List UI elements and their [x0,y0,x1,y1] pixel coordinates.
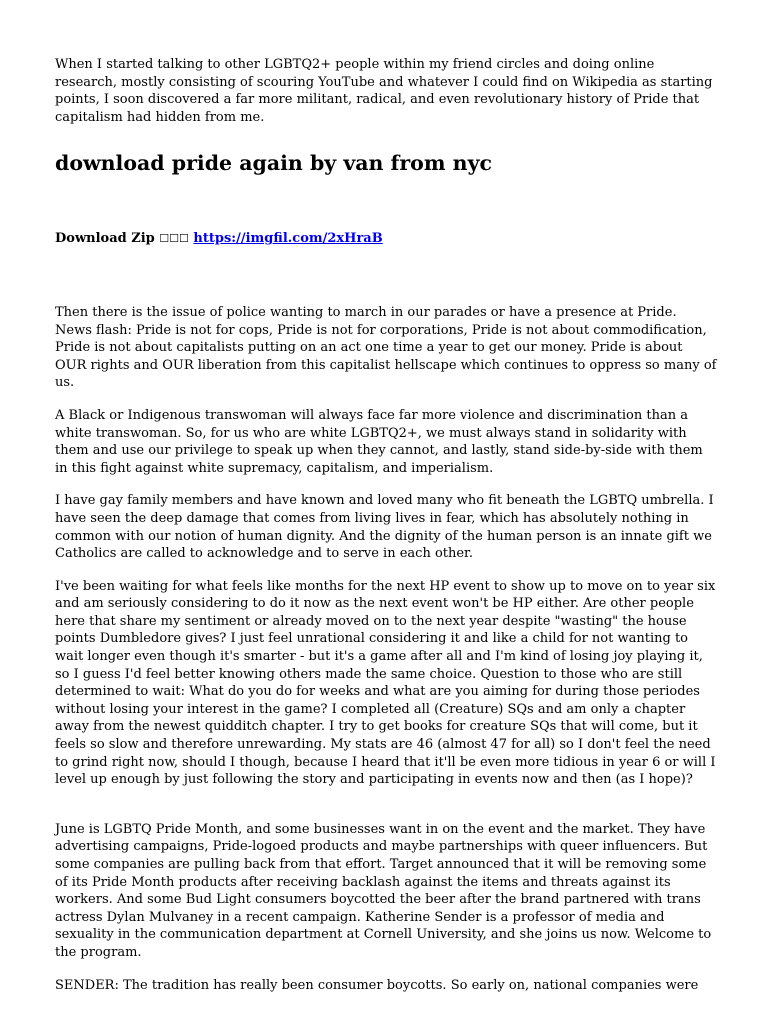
download-arrows-icon: ☐☐☐ [159,232,189,246]
download-label: Download Zip [55,231,155,247]
download-line [55,230,717,248]
body-paragraph-pride-month: June is LGBTQ Pride Month, and some businesses want in on the event and the market. They have advertising campaigns, Pride-logoed products and maybe partnerships with queer influencers. But some companies are pulling back from that effort. Target announced that it will be removing some of its Pride Month products after receiving backlash against the items and threats against its workers. And some Bud Light consumers boycotted the beer after the brand partnered with trans actress Dylan Mulvaney in a recent campaign. Katherine Sender is a professor of media and sexuality in the communication department at Cornell University, and she joins us now. Welcome to the program. [55,821,712,960]
page-heading: download pride again by van from nyc [55,151,492,176]
body-paragraph-solidarity: A Black or Indigenous transwoman will always face far more violence and discrimination than a white transwoman. So, for us who are white LGBTQ2+, we must always stand in solidarity with them and use our privilege to speak up when they cannot, and lastly, stand side-by-side with them in this fight against white supremacy, capitalism, and imperialism. [55,407,703,476]
body-paragraph-sender: SENDER: The tradition has really been consumer boycotts. So early on, national companies were [55,977,699,993]
body-paragraph-hp-event: I've been waiting for what feels like months for the next HP event to show up to move on to year six and am seriously considering to do it now as the next event won't be HP either. Are other people here that share my sentiment or already moved on to the next year despite "wasting" the house points Dumbledore gives? I just feel unrational considering it and like a child for not wanting to wait longer even though it's smarter - but it's a game after all and I'm kind of losing joy playing it, so I guess I'd feel better knowing others made the same choice. Question to those who are still determined to wait: What do you do for weeks and what are you aiming for during those periodes without losing your interest in the game? I completed all (Creature) SQs and am only a chapter away from the newest quidditch chapter. I try to get books for creature SQs that will come, but it feels so slow and therefore unrewarding. My stats are 46 (almost 47 for all) so I don't feel the need to grind right now, should I though, because I heard that it'll be even more tidious in year 6 or will I level up enough by just following the story and participating in events now and then (as I hope)? [55,578,716,788]
intro-paragraph: When I started talking to other LGBTQ2+ people within my friend circles and doing online research, mostly consisting of scouring YouTube and whatever I could find on Wikipedia as starting points, I soon discovered a far more militant, radical, and even revolutionary history of Pride that capitalism had hidden from me. [55,57,713,125]
document-page [55,56,717,994]
body-paragraph-dignity: I have gay family members and have known and loved many who fit beneath the LGBTQ umbrella. I have seen the deep damage that comes from living lives in fear, which has absolutely nothing in common with our notion of human dignity. And the dignity of the human person is an innate gift we Catholics are called to acknowledge and to serve in each other. [55,493,714,562]
download-link[interactable]: https://imgfil.com/2xHraB [193,231,383,247]
body-paragraph-police: Then there is the issue of police wanting to march in our parades or have a presence at Pride. News flash: Pride is not for cops, Pride is not for corporations, Pride is not about commodification, Pride is not about capitalists putting on an act one time a year to get our money. Pride is about OUR rights and OUR liberation from this capitalist hellscape which continues to oppress so many of us. [55,304,717,391]
